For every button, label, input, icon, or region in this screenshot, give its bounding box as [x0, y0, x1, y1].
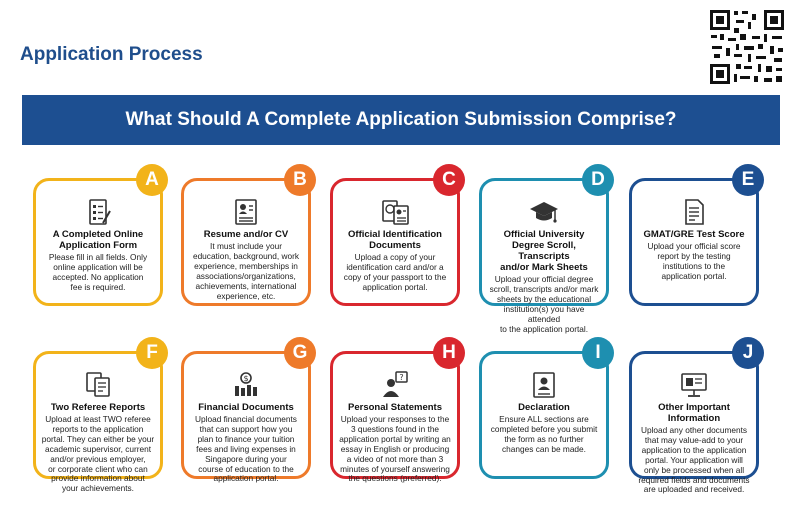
requirement-card-g: [181, 342, 311, 484]
svg-text:$: $: [243, 374, 249, 383]
card-title: Official Identification Documents: [348, 229, 442, 251]
card-title: Other Important Information: [658, 402, 730, 424]
letter-badge: G: [284, 337, 316, 369]
card-title: A Completed Online Application Form: [52, 229, 144, 251]
passport-id-icon: [380, 197, 410, 227]
svg-text:?: ?: [399, 373, 404, 382]
card-description: Ensure ALL sections are completed before you submit the form as no further changes can be made.: [490, 414, 598, 454]
letter-badge: E: [732, 164, 764, 196]
person-question-icon: [380, 370, 410, 400]
card-description: Upload any other documents that may value-add to your application to the application portal. Your application will only be processed when all required fields and documents are uploaded and received.: [638, 425, 750, 495]
card-description: Upload your official score report by the testing institutions to the application portal.: [647, 241, 741, 281]
card-title: Personal Statements: [348, 402, 442, 413]
card-description: Upload your responses to the 3 questions found in the application portal by writing an essay in English or producing a video of not more than 3 minutes of yourself answering the questions (preferred).: [339, 414, 451, 484]
card-title: Official University Degree Scroll, Transcripts and/or Mark Sheets: [500, 229, 588, 273]
requirement-card-j: [629, 342, 759, 495]
monitor-documents-icon: [679, 370, 709, 400]
card-title: Declaration: [518, 402, 570, 413]
requirement-card-e: [629, 169, 759, 306]
qr-code: [708, 8, 786, 86]
page-title: Application Process: [20, 44, 203, 65]
requirement-card-c: [330, 169, 460, 306]
resume-cv-icon: [231, 197, 261, 227]
card-title: Financial Documents: [198, 402, 294, 413]
card-description: It must include your education, background, work experience, memberships in associations/organizations, achievements, international experience, etc.: [192, 241, 300, 301]
card-title: Resume and/or CV: [203, 229, 289, 240]
letter-badge: I: [582, 337, 614, 369]
card-title: GMAT/GRE Test Score: [643, 229, 745, 240]
requirement-card-a: [33, 169, 163, 306]
letter-badge: F: [136, 337, 168, 369]
letter-badge: J: [732, 337, 764, 369]
card-title: Two Referee Reports: [50, 402, 146, 413]
money-coins-icon: [231, 370, 261, 400]
section-banner: What Should A Complete Application Submission Comprise?: [22, 95, 780, 145]
card-description: Upload at least TWO referee reports to the application portal. They can either be your academic supervisor, current and/or previous employer, or corporate client who can provide information about your achievements.: [41, 414, 155, 494]
card-description: Upload financial documents that can support how you plan to finance your tuition fees and living expenses in Singapore during your course of education to the application portal.: [195, 414, 297, 484]
card-description: Please fill in all fields. Only online application will be accepted. No application fee is required.: [48, 252, 148, 292]
requirement-card-d: [479, 169, 609, 334]
card-description: Upload your official degree scroll, transcripts and/or mark sheets by the educational institution(s) you have attended to the application portal.: [489, 274, 599, 334]
declaration-badge-icon: [529, 370, 559, 400]
letter-badge: D: [582, 164, 614, 196]
requirement-card-h: [330, 342, 460, 484]
card-description: Upload a copy of your identification card and/or a copy of your passport to the application portal.: [343, 252, 447, 292]
letter-badge: C: [433, 164, 465, 196]
checklist-form-icon: [83, 197, 113, 227]
letter-badge: A: [136, 164, 168, 196]
graduation-cap-icon: [529, 197, 559, 227]
letter-badge: H: [433, 337, 465, 369]
requirement-card-b: [181, 169, 311, 306]
requirement-card-f: [33, 342, 163, 494]
referees-icon: [83, 370, 113, 400]
test-score-document-icon: [679, 197, 709, 227]
requirement-card-i: [479, 342, 609, 479]
letter-badge: B: [284, 164, 316, 196]
